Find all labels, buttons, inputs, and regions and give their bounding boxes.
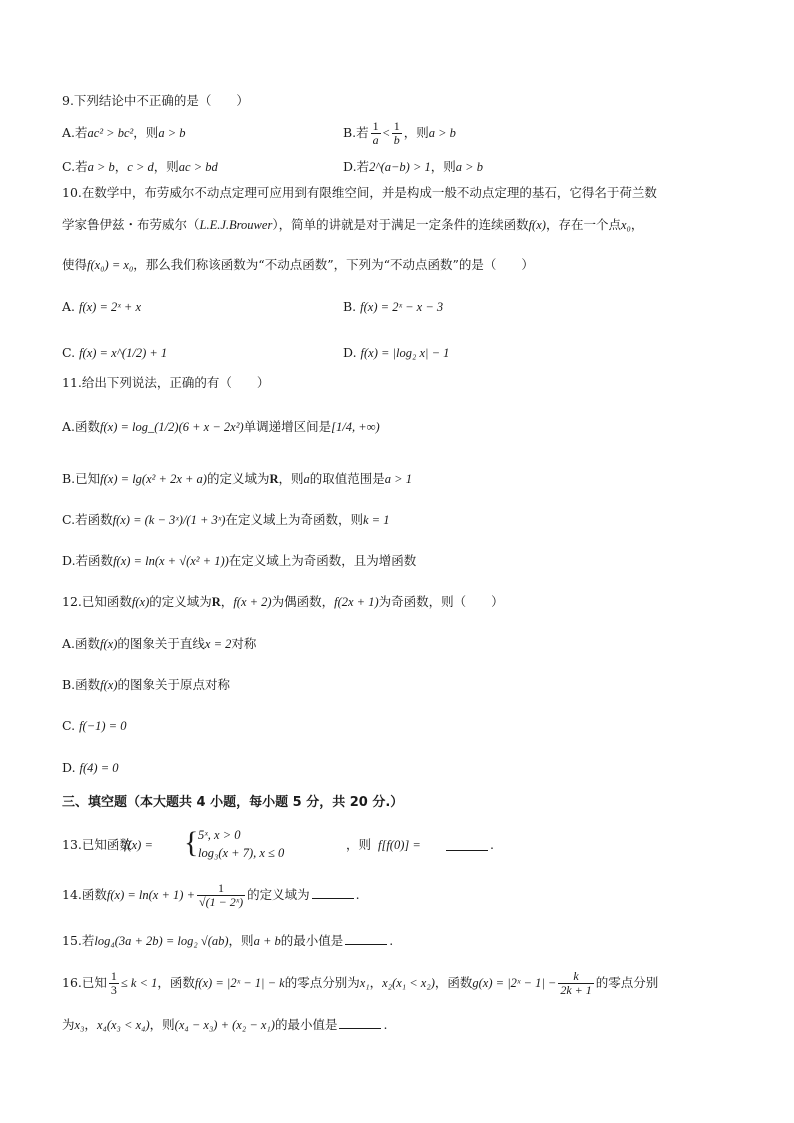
q16-line2a-text: 为 — [62, 1017, 75, 1032]
q10-b-math-text: f(x) = 2ˣ − x − 3 — [360, 300, 444, 314]
q9-b-num2-text: 1 — [393, 119, 400, 133]
q9-stem-text: 9.下列结论中不正确的是（ ） — [62, 93, 249, 108]
q11-c-math-text: f(x) = (k − 3ˣ)/(1 + 3ˣ) — [112, 513, 226, 527]
q9-d-concl-text: a > b — [455, 160, 483, 174]
q11-a-text-text: 单调递增区间是 — [243, 419, 332, 434]
q10-line2c-text: ，存在一个点 — [545, 217, 621, 232]
q11-a-label-text: A.函数 — [62, 419, 101, 434]
q11-b-r-text: R — [269, 472, 279, 486]
q10-line1-text: 10.在数学中，布劳威尔不动点定理可应用到有限维空间，并是构成一般不动点定理的基石，它得名于荷兰数 — [62, 185, 657, 200]
q15-math-text: log₄(3a + 2b) = log₂ √(ab) — [94, 934, 229, 948]
q13-case1-text: 5ˣ, x > 0 — [198, 828, 241, 842]
q11-b-a-text: a — [303, 472, 310, 486]
q15-answer-blank[interactable] — [345, 932, 387, 945]
q9-d-mid-text: ，则 — [430, 159, 456, 174]
q16-sep-text: ， — [84, 1017, 97, 1032]
q12-b-text-text: 的图象关于原点对称 — [117, 677, 231, 692]
q15-label-text: 15.若 — [62, 933, 95, 948]
q11-stem-text: 11.给出下列说法，正确的有（ ） — [62, 375, 270, 390]
q14-num-text: 1 — [197, 882, 245, 896]
q10-fx-text: f(x) — [528, 218, 546, 232]
q14-answer-blank[interactable] — [312, 886, 354, 899]
q12-stem-c-text: ， — [220, 594, 234, 609]
q12-d-label-text: D. — [62, 760, 76, 775]
q13-label-text: 13.已知函数 — [62, 837, 132, 852]
q11-option-d — [62, 552, 416, 570]
q16-label-text: 16.已知 — [62, 975, 107, 990]
q16-answer-blank[interactable] — [339, 1016, 381, 1029]
q11-option-a — [62, 418, 380, 436]
q16-x3-text: x₃ — [74, 1018, 85, 1032]
q9-c-sep-text: ， — [114, 159, 128, 174]
q11-c-text-text: 在定义域上为奇函数，则 — [225, 512, 363, 527]
q9-c-mid-text: ，则 — [153, 159, 179, 174]
q16-x2-text: x₂(x₁ < x₂) — [382, 976, 435, 990]
q11-d-math-text: f(x) = ln(x + √(x² + 1)) — [113, 554, 229, 568]
q10-option-b — [343, 298, 443, 316]
q11-option-b — [62, 470, 412, 488]
q13-answer-blank[interactable] — [446, 838, 488, 851]
q10-line1 — [62, 184, 657, 202]
q9-stem — [62, 92, 249, 110]
q11-b-text2-text: ，则 — [278, 471, 304, 486]
q16-expr-text: (x₄ − x₃) + (x₂ − x₁) — [174, 1018, 275, 1032]
q16-g-text: g(x) = |2ˣ − 1| − — [472, 976, 557, 990]
q10-line2 — [62, 216, 643, 234]
q10-line3a-text: 使得 — [62, 257, 88, 272]
q16-line2 — [62, 1016, 387, 1034]
q16-den-text: 3 — [110, 983, 117, 997]
q12-option-d — [62, 759, 119, 777]
q9-d-math-text: 2^(a−b) > 1 — [369, 160, 431, 174]
q11-option-c — [62, 511, 389, 529]
q16-gnum-text: k — [558, 970, 593, 984]
q11-a-math-text: f(x) = log_(1/2)(6 + x − 2x²) — [100, 420, 244, 434]
q14-den-text: √(1 − 2ˣ) — [199, 895, 244, 909]
q9-b-den1-text: a — [372, 133, 379, 147]
q9-c-math2-text: c > d — [127, 160, 154, 174]
q16-text2-text: 的零点分别为 — [284, 975, 360, 990]
q9-option-a — [62, 124, 186, 142]
q9-b-den2-text: b — [393, 133, 400, 147]
q13-ask-text: f[f(0)] = — [378, 838, 421, 852]
q9-b-mid-text: ，则 — [403, 125, 429, 140]
q12-a-text-text: 的图象关于直线 — [117, 636, 205, 651]
q15-text2-text: 的最小值是 — [280, 933, 344, 948]
q11-b-text-text: 的定义域为 — [206, 471, 270, 486]
section3-title-text: 三、填空题（本大题共 4 小题，每小题 5 分，共 20 分.） — [62, 795, 404, 810]
q11-b-math-text: f(x) = lg(x² + 2x + a) — [100, 472, 207, 486]
q15-end-text: . — [389, 933, 394, 948]
q10-a-label-text: A. — [62, 299, 76, 314]
q15 — [62, 932, 393, 950]
q12-a-line-text: x = 2 — [204, 637, 232, 651]
q10-line2b-text: ），简单的讲就是对于满足一定条件的连续函数 — [272, 217, 529, 232]
q10-b-label-text: B. — [343, 299, 357, 314]
q9-a-label-text: A.若 — [62, 125, 88, 140]
q15-sum-text: a + b — [253, 934, 281, 948]
q9-b-lt-text: < — [382, 126, 390, 140]
q13-end-text: . — [490, 837, 494, 852]
q9-option-c — [62, 158, 218, 176]
q9-option-d — [343, 158, 483, 176]
q9-d-label-text: D.若 — [343, 159, 370, 174]
fraction — [371, 120, 381, 147]
q9-b-label-text: B.若 — [343, 125, 369, 140]
q11-stem — [62, 374, 269, 392]
q12-stem-d-text: 为偶函数， — [271, 594, 335, 609]
q16-cond-text: ≤ k < 1 — [120, 976, 158, 990]
q12-f2-text: f(2x + 1) — [334, 595, 379, 609]
q16-f-text: f(x) = |2ˣ − 1| − k — [194, 976, 285, 990]
q13-case2-text: log₃(x + 7), x ≤ 0 — [198, 846, 285, 860]
q9-c-concl-text: ac > bd — [178, 160, 218, 174]
q12-c-label-text: C. — [62, 718, 76, 733]
q16-line2b-text: ，则 — [149, 1017, 175, 1032]
q11-b-text3-text: 的取值范围是 — [309, 471, 385, 486]
q16-gden-text: 2k + 1 — [560, 983, 592, 997]
q9-a-concl-text: a > b — [158, 126, 186, 140]
q10-line2d-text: ， — [630, 217, 644, 232]
q10-line3b-text: ，那么我们称该函数为“不动点函数”，下列为“不动点函数”的是（ ） — [133, 257, 534, 272]
q16-end-text: . — [383, 1017, 388, 1032]
q10-name-text: L.E.J.Brouwer — [199, 218, 273, 232]
q10-x0-text: x₀ — [620, 218, 631, 232]
q12-r-text: R — [211, 595, 221, 609]
fraction — [109, 970, 119, 997]
q9-c-math1-text: a > b — [87, 160, 115, 174]
q10-option-d — [343, 344, 449, 362]
q12-stem-e-text: 为奇函数，则（ ） — [378, 594, 504, 609]
q12-d-math-text: f(4) = 0 — [79, 761, 119, 775]
q14-end-text: . — [355, 887, 360, 902]
q10-d-math-text: f(x) = |log₂ x| − 1 — [360, 346, 450, 360]
q11-b-label-text: B.已知 — [62, 471, 101, 486]
q9-a-math-text: ac² > bc² — [87, 126, 134, 140]
q10-fixed-text: f(x₀) = x₀ — [87, 258, 134, 272]
q14-label-text: 14.函数 — [62, 887, 107, 902]
q12-f1-text: f(x + 2) — [233, 595, 272, 609]
q16-line1 — [62, 966, 658, 1000]
q13-fx-text: f(x) = — [124, 838, 153, 852]
q14-text-text: 的定义域为 — [247, 887, 310, 902]
q12-a-fx-text: f(x) — [100, 637, 118, 651]
q10-c-math-text: f(x) = x^(1/2) + 1 — [79, 346, 168, 360]
section-3-title — [62, 794, 403, 812]
q16-text1-text: ，函数 — [157, 975, 195, 990]
q12-fx-text: f(x) — [131, 595, 150, 609]
q12-option-b — [62, 676, 230, 694]
q12-a-text2-text: 对称 — [231, 636, 257, 651]
q10-option-a — [62, 298, 141, 316]
q11-a-interval-text: [1/4, +∞) — [331, 420, 380, 434]
q16-x1-text: x₁ — [359, 976, 370, 990]
q11-d-text-text: 在定义域上为奇函数，且为增函数 — [228, 553, 417, 568]
q10-d-label-text: D. — [343, 345, 357, 360]
q12-stem-a-text: 12.已知函数 — [62, 594, 132, 609]
q11-c-concl-text: k = 1 — [363, 513, 390, 527]
q10-c-label-text: C. — [62, 345, 76, 360]
q9-option-b — [343, 116, 456, 150]
q16-text4-text: 的零点分别 — [595, 975, 659, 990]
fraction — [392, 120, 402, 147]
q12-option-a — [62, 635, 256, 653]
q16-line2c-text: 的最小值是 — [274, 1017, 338, 1032]
q12-b-fx-text: f(x) — [100, 678, 118, 692]
q12-c-math-text: f(−1) = 0 — [79, 719, 127, 733]
q14 — [62, 878, 360, 912]
q12-stem-b-text: 的定义域为 — [149, 594, 212, 609]
q16-text3-text: ，函数 — [434, 975, 473, 990]
q10-line3 — [62, 256, 534, 274]
q16-x4-text: x₄(x₃ < x₄) — [96, 1018, 150, 1032]
q10-line2a-text: 学家鲁伊兹・布劳威尔（ — [62, 217, 200, 232]
q9-b-concl-text: a > b — [428, 126, 456, 140]
q12-b-label-text: B.函数 — [62, 677, 101, 692]
q11-d-label-text: D.若函数 — [62, 553, 114, 568]
fraction — [197, 882, 245, 909]
q14-math-text: f(x) = ln(x + 1) + — [106, 888, 196, 902]
fraction — [558, 970, 593, 997]
q12-a-label-text: A.函数 — [62, 636, 101, 651]
q16-sep-text: ， — [369, 975, 383, 990]
q13-text-text: ，则 — [346, 837, 372, 852]
q12-option-c — [62, 717, 127, 735]
q9-c-label-text: C.若 — [62, 159, 88, 174]
q9-a-mid-text: ，则 — [133, 125, 159, 140]
q16-num-text: 1 — [110, 969, 117, 983]
q11-c-label-text: C.若函数 — [62, 512, 113, 527]
q10-a-math-text: f(x) = 2ˣ + x — [79, 300, 142, 314]
q12-stem — [62, 593, 504, 611]
brace-symbol: { — [184, 826, 199, 859]
q9-b-num1-text: 1 — [372, 119, 379, 133]
q11-b-concl-text: a > 1 — [384, 472, 412, 486]
q15-text-text: ，则 — [228, 933, 254, 948]
q10-option-c — [62, 344, 167, 362]
